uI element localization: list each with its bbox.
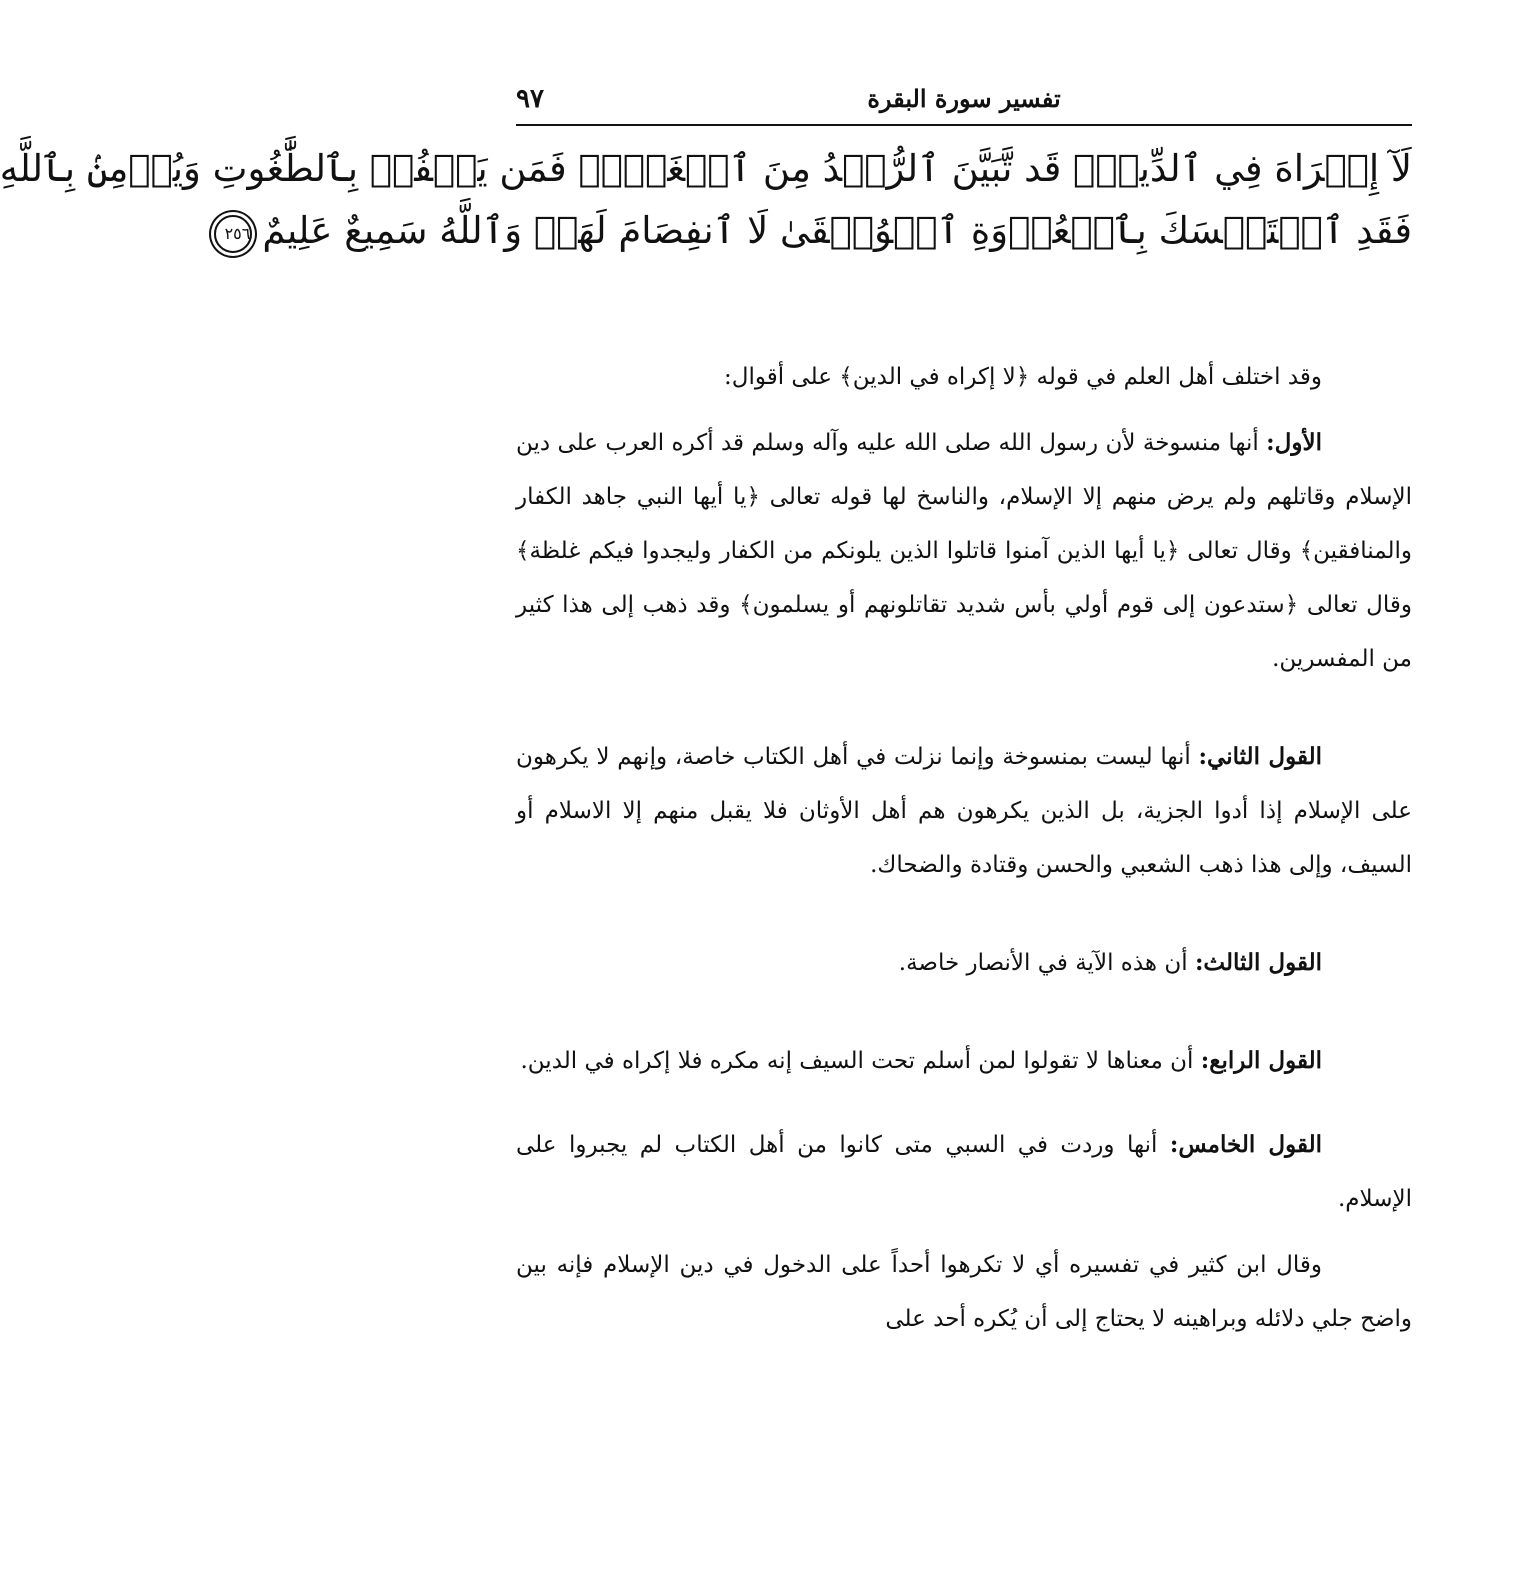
opinion-third-text: أن هذه الآية في الأنصار خاصة. xyxy=(898,950,1195,976)
opinion-second-heading: القول الثاني: xyxy=(1198,743,1323,770)
opinion-second-text: أنها ليست بمنسوخة وإنما نزلت في أهل الكتاب خاصة، وإنهم لا يكرهون على الإسلام إذا أدوا الجزية، بل الذين يكرهون هم أهل الأوثان فلا يقبل منهم إلا الاسلام أو السيف، وإلى هذا ذهب الشعبي والحسن وقتادة والضحاك. xyxy=(516,744,1412,878)
opinion-second-paragraph xyxy=(516,730,1412,892)
page-number: ٩٧ xyxy=(516,84,544,114)
running-title: تفسير سورة البقرة xyxy=(867,84,1061,113)
page-header xyxy=(516,82,1412,126)
opinion-fourth-heading: القول الرابع: xyxy=(1200,1047,1322,1074)
ibn-kathir-paragraph: وقال ابن كثير في تفسيره أي لا تكرهوا أحداً على الدخول في دين الإسلام فإنه بين واضح جلي دلائله وبراهينه لا يحتاج إلى أن يُكره أحد على xyxy=(516,1252,1412,1332)
verse-line-2 xyxy=(224,200,1412,262)
ayah-number-badge: ٢٥٦ xyxy=(214,215,252,253)
opinion-third-heading: القول الثالث: xyxy=(1194,949,1322,976)
commentary-body xyxy=(516,350,1412,1346)
opinion-first-text: أنها منسوخة لأن رسول الله صلى الله عليه وآله وسلم قد أكره العرب على دين الإسلام وقاتلهم ولم يرض منهم إلا الإسلام، والناسخ لها قوله تعالى ﴿يا أيها النبي جاهد الكفار والمنافقين﴾ وقال تعالى ﴿يا أيها الذين آمنوا قاتلوا الذين يلونكم من الكفار وليجدوا فيكم غلظة﴾ وقال تعالى ﴿ستدعون إلى قوم أولي بأس شديد تقاتلونهم أو يسلمون﴾ وقد ذهب إلى هذا كثير من المفسرين. xyxy=(516,430,1412,672)
opinion-first-heading: الأول: xyxy=(1266,429,1322,456)
opinion-fifth-paragraph xyxy=(516,1118,1412,1226)
opinion-fifth-heading: القول الخامس: xyxy=(1169,1131,1322,1158)
intro-paragraph: وقد اختلف أهل العلم في قوله ﴿لا إكراه في الدين﴾ على أقوال: xyxy=(723,364,1322,390)
opinion-fourth-paragraph xyxy=(516,1034,1412,1088)
verse-line-1: لَآ إِكۡرَاهَ فِي ٱلدِّينِۖ قَد تَّبَيَّنَ ٱلرُّشۡدُ مِنَ ٱلۡغَيِّۚ فَمَن يَكۡفُرۡ بِٱلطَّٰغُوتِ وَيُؤۡمِنۢ بِٱللَّهِ xyxy=(0,147,1412,190)
opinion-fourth-text: أن معناها لا تقولوا لمن أسلم تحت السيف إنه مكره فلا إكراه في الدين. xyxy=(520,1048,1201,1074)
quran-verse xyxy=(0,138,1412,262)
verse-line-2-text: فَقَدِ ٱسۡتَمۡسَكَ بِٱلۡعُرۡوَةِ ٱلۡوُثۡقَىٰ لَا ٱنفِصَامَ لَهَاۗ وَٱللَّهُ سَمِيعٌ عَلِيمٌ xyxy=(262,209,1412,252)
opinion-third-paragraph xyxy=(516,936,1412,990)
opinion-fifth-text: أنها وردت في السبي متى كانوا من أهل الكتاب لم يجبروا على الإسلام. xyxy=(516,1132,1412,1212)
opinion-first-paragraph xyxy=(516,416,1412,686)
